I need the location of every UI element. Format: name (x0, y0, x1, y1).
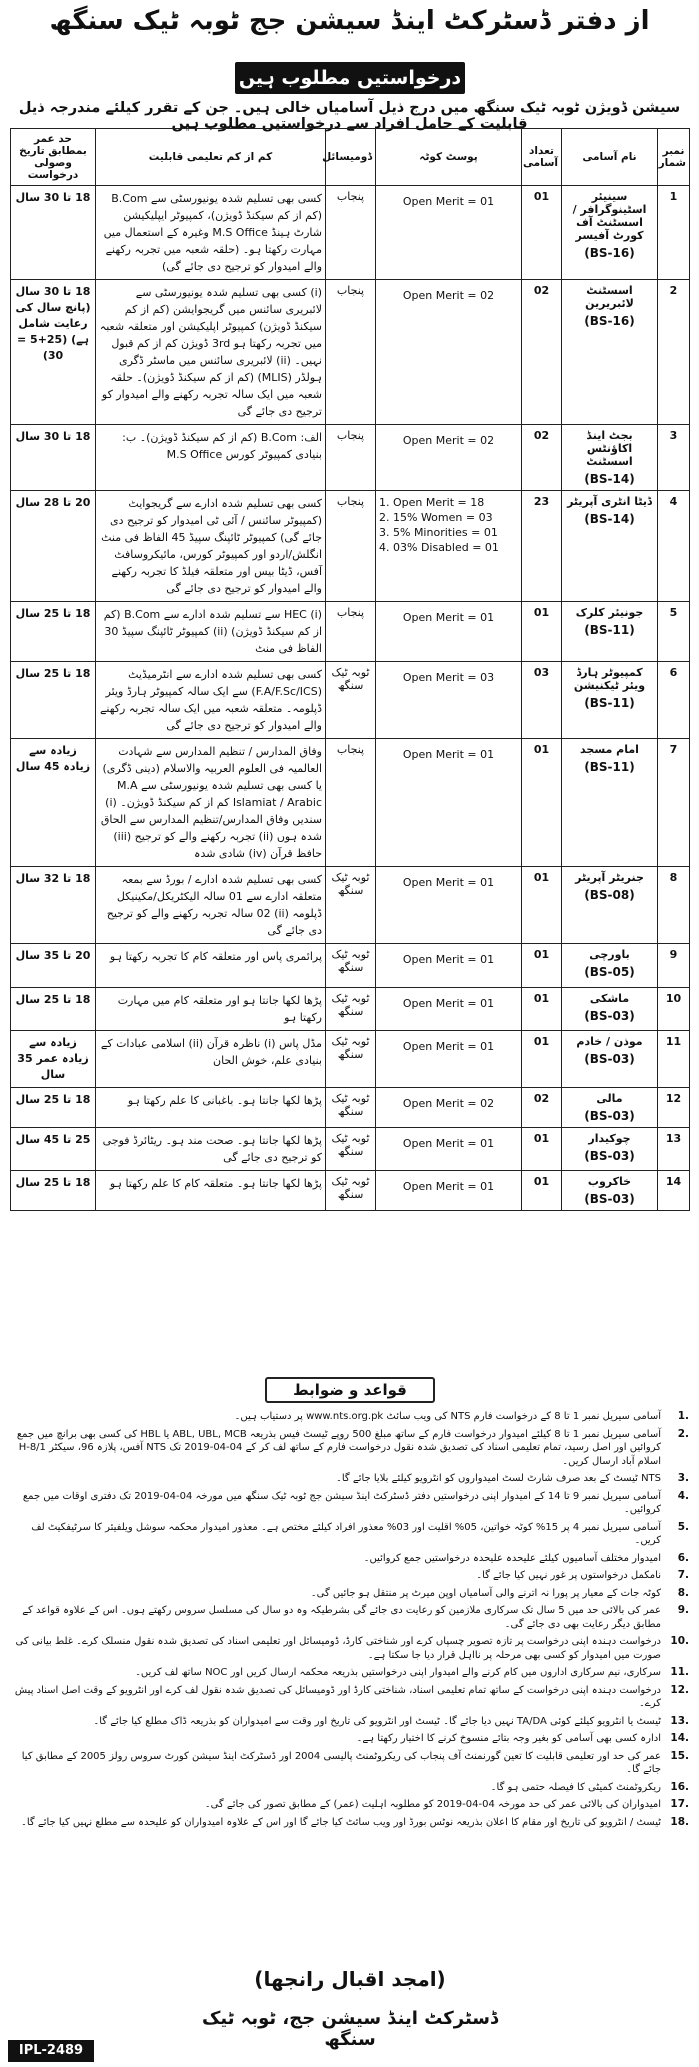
rule-text: NTS ٹیسٹ کے بعد صرف شارٹ لسٹ امیدواروں کو انٹرویو کیلئے بلایا جائے گا۔ (335, 1473, 661, 1484)
post-name: جونیئر کلرک (575, 606, 644, 619)
rule-item (10, 1604, 689, 1631)
row-age: 18 تا 25 سال (11, 1088, 96, 1128)
rule-text: درخواست دہندہ اپنی درخواست پر تازہ تصویر چسپاں کرے اور شناختی کارڈ، ڈومیسائل اور تعلیمی اسناد کی تصدیق شدہ نقول منسلک کرے۔ غلط بیانی کی صورت میں امیدوار کو کسی بھی مرحلہ پر نااہل قرار دیا جا سکتا ہے۔ (15, 1636, 661, 1661)
row-title (562, 739, 658, 867)
row-age: 18 تا 32 سال (11, 867, 96, 944)
post-scale: (BS-14) (584, 472, 635, 486)
row-quota (376, 944, 522, 988)
table-row (11, 1031, 690, 1088)
row-domicile: پنجاب (326, 186, 376, 280)
rule-item (10, 1552, 689, 1566)
rule-text: نامکمل درخواستوں پر غور نہیں کیا جائے گا۔ (476, 1570, 661, 1581)
row-title (562, 867, 658, 944)
rule-item (10, 1410, 689, 1424)
row-title (562, 280, 658, 425)
table-row (11, 186, 690, 280)
row-title (562, 186, 658, 280)
rule-text: آسامی سیریل نمبر 4 پر 15% کوٹہ خواتین، 05% اقلیت اور 03% معذور افراد کیلئے مختص ہے۔ معذور امیدوار محکمہ سوشل ویلفیئر کا سرٹیفکیٹ لف کریں۔ (31, 1521, 661, 1546)
quota-line: Open Merit = 01 (402, 195, 495, 208)
post-name: اسسٹنٹ لائبریرین (585, 284, 634, 310)
rule-item (10, 1816, 689, 1830)
row-age: زیادہ سے زیادہ عمر 35 سال (11, 1031, 96, 1088)
rule-number: 9. (677, 1604, 689, 1616)
quota-line: Open Merit = 01 (402, 748, 495, 761)
row-qty: 23 (522, 491, 562, 602)
row-quota (376, 186, 522, 280)
quota-line: 4. 03% Disabled = 01 (379, 541, 499, 554)
rule-item (10, 1635, 689, 1662)
quota-line: Open Merit = 01 (402, 1040, 495, 1053)
row-qty: 02 (522, 280, 562, 425)
rule-text: ٹیسٹ / انٹرویو کی تاریخ اور مقام کا اعلان بذریعہ نوٹس بورڈ اور ویب سائٹ کیا جائے گا اور اس کے علاوہ امیدواران کو علیحدہ سے مطلع نہیں کیا جائے گا۔ (20, 1816, 661, 1828)
table-row (11, 491, 690, 602)
row-sr: 12 (658, 1088, 690, 1128)
post-scale: (BS-14) (584, 512, 635, 526)
table-row (11, 739, 690, 867)
table-row (11, 867, 690, 944)
rule-text: ریکروٹمنٹ کمیٹی کا فیصلہ حتمی ہو گا۔ (490, 1781, 661, 1793)
quota-line: Open Merit = 01 (402, 997, 495, 1010)
vacancies-body (11, 186, 690, 1211)
table-row (11, 280, 690, 425)
row-domicile: پنجاب (326, 739, 376, 867)
rule-item (10, 1732, 689, 1746)
rule-text: ادارہ کسی بھی آسامی کو بغیر وجہ بتائے منسوخ کرنے کا اختیار رکھتا ہے۔ (356, 1733, 661, 1744)
row-age: 18 تا 30 سال (پانچ سال کی رعایت شامل ہے) (25+5 = 30) (11, 280, 96, 425)
rule-text: درخواست دہندہ اپنی درخواست کے ساتھ تمام تعلیمی اسناد، شناختی کارڈ اور ڈومیسائل کی تصدیق شدہ نقول لف کرے اور انٹرویو کے وقت اصل اسناد پیش کرے۔ (14, 1684, 661, 1709)
row-quota (376, 1171, 522, 1211)
quota-line: 2. 15% Women = 03 (379, 511, 493, 524)
post-name: چوکیدار (588, 1132, 631, 1145)
rule-text: امیدواران کی بالائی عمر کی حد مورخہ 04-04-2019 کو مطلوبہ اہلیت (عمر) کے مطابق تصور کی جائے گی۔ (204, 1799, 661, 1810)
table-row (11, 1088, 690, 1128)
rule-number: 18. (670, 1815, 689, 1828)
post-name: بجٹ اینڈ اکاؤنٹس اسسٹنٹ (586, 429, 633, 468)
rule-item (10, 1798, 689, 1812)
row-qualification: پرائمری پاس اور متعلقہ کام کا تجربہ رکھتا ہو (96, 944, 326, 988)
ipl-number: IPL-2489 (8, 2040, 94, 2062)
table-header-row (11, 129, 690, 186)
quota-line: Open Merit = 03 (402, 671, 495, 684)
row-qty: 01 (522, 1128, 562, 1171)
row-age: 18 تا 30 سال (11, 425, 96, 491)
row-domicile: ٹوبہ ٹیک سنگھ (326, 662, 376, 739)
quota-line: Open Merit = 01 (402, 1137, 495, 1150)
row-title (562, 944, 658, 988)
intro-text: سیشن ڈویژن ٹوبہ ٹیک سنگھ میں درج ذیل آسامیاں خالی ہیں۔ جن کے تقرر کیلئے مندرجہ ذیل قابلیت کے حامل افراد سے درخواستیں مطلوب ہیں (18, 100, 681, 132)
row-title (562, 1171, 658, 1211)
post-name: کمپیوٹر ہارڈ ویئر ٹیکنیشن (573, 666, 646, 692)
row-title (562, 1088, 658, 1128)
row-qualification: پڑھا لکھا جانتا ہو۔ صحت مند ہو۔ ریٹائرڈ فوجی کو ترجیح دی جائے گی (96, 1128, 326, 1171)
row-domicile: ٹوبہ ٹیک سنگھ (326, 867, 376, 944)
row-domicile: پنجاب (326, 602, 376, 662)
row-sr: 11 (658, 1031, 690, 1088)
rule-number: 16. (670, 1780, 689, 1793)
rules-heading: قواعد و ضوابط (265, 1377, 435, 1403)
row-domicile: ٹوبہ ٹیک سنگھ (326, 944, 376, 988)
row-qty: 01 (522, 944, 562, 988)
row-title (562, 425, 658, 491)
rule-item (10, 1781, 689, 1795)
row-domicile: پنجاب (326, 280, 376, 425)
row-qty: 03 (522, 662, 562, 739)
row-age: 25 تا 45 سال (11, 1128, 96, 1171)
rule-item (10, 1521, 689, 1548)
row-age: 18 تا 25 سال (11, 602, 96, 662)
row-sr: 10 (658, 988, 690, 1031)
rule-number: 7. (677, 1569, 689, 1581)
header-domicile: ڈومیسائل (326, 129, 376, 186)
row-sr: 13 (658, 1128, 690, 1171)
row-qualification: پڑھا لکھا جانتا ہو۔ باغبانی کا علم رکھتا ہو (96, 1088, 326, 1128)
row-quota (376, 867, 522, 944)
rule-text: آسامی سیریل نمبر 1 تا 8 کیلئے امیدوار درخواست فارم کے ساتھ مبلغ 500 روپے ٹیسٹ فیس بذریعہ ABL, UBL, MCB یا HBL کی کسی بھی برانچ میں جمع کروائیں اور اصل رسید، تمام تعلیمی اسناد کی تصدیق شدہ نقول درخواست فارم کے ساتھ لف کر کے 04-04-2019 تک NTS آفس، پلازہ 96، سیکٹر H-8/1 اسلام آباد ارسال کریں۔ (16, 1428, 661, 1467)
rule-number: 10. (670, 1635, 689, 1647)
rule-number: 17. (670, 1798, 689, 1810)
row-domicile: پنجاب (326, 425, 376, 491)
header-title: نام آسامی (562, 129, 658, 186)
quota-line: 1. Open Merit = 18 (379, 496, 485, 509)
row-quota (376, 602, 522, 662)
rule-item (10, 1666, 689, 1680)
row-sr: 9 (658, 944, 690, 988)
rule-item (10, 1472, 689, 1486)
row-sr: 6 (658, 662, 690, 739)
row-qty: 01 (522, 602, 562, 662)
rule-number: 5. (677, 1520, 689, 1533)
row-qualification: الف: B.Com (کم از کم سیکنڈ ڈویژن)۔ ب: بنیادی کمپیوٹر کورس M.S Office (96, 425, 326, 491)
quota-line: Open Merit = 02 (402, 1097, 495, 1110)
rule-number: 11. (670, 1666, 689, 1678)
row-qualification: پڑھا لکھا جانتا ہو۔ متعلقہ کام کا علم رکھتا ہو (96, 1171, 326, 1211)
row-qty: 01 (522, 1171, 562, 1211)
rule-item (10, 1428, 689, 1469)
row-age: 18 تا 25 سال (11, 1171, 96, 1211)
row-quota (376, 425, 522, 491)
row-qty: 01 (522, 739, 562, 867)
row-quota (376, 1031, 522, 1088)
row-sr: 8 (658, 867, 690, 944)
rule-text: سرکاری، نیم سرکاری اداروں میں کام کرنے والے امیدوار اپنی درخواستیں بذریعہ محکمہ ارسال کریں اور NOC ساتھ لف کریں۔ (135, 1667, 661, 1678)
rule-item (10, 1684, 689, 1711)
rule-text: آسامی سیریل نمبر 9 تا 14 کے امیدوار اپنی درخواستیں دفتر ڈسٹرکٹ اینڈ سیشن جج ٹوبہ ٹیک سنگھ میں مورخہ 04-04-2019 تک دفتری اوقات میں جمع کروائیں۔ (22, 1490, 661, 1515)
row-qualification: کسی بھی تسلیم شدہ یونیورسٹی سے B.Com (کم از کم سیکنڈ ڈویژن)، کمپیوٹر ایپلیکیشن شارٹ ہینڈ M.S Office وغیرہ کے استعمال میں مہارت رکھتا ہو۔ (حلقہ شعبہ میں تجربہ رکھنے والے امیدوار کو ترجیح دی جائے گی) (96, 186, 326, 280)
rule-number: 3. (677, 1472, 689, 1484)
rule-item (10, 1587, 689, 1601)
table-row (11, 944, 690, 988)
rule-number: 1. (677, 1410, 689, 1422)
row-qualification: کسی بھی تسلیم شدہ ادارے / بورڈ سے بمعہ متعلقہ ادارے سے 01 سالہ الیکٹریکل/مکینیکل ڈپلومہ (ii) 02 سالہ تجربہ رکھنے والے کو ترجیح دی جائے گی (96, 867, 326, 944)
row-title (562, 988, 658, 1031)
row-qty: 01 (522, 186, 562, 280)
header-quota: پوسٹ کوٹہ (376, 129, 522, 186)
row-qty: 01 (522, 1031, 562, 1088)
row-qualification: مڈل پاس (i) ناظرہ قرآن (ii) اسلامی عبادات کے بنیادی علم، خوش الحان (96, 1031, 326, 1088)
rule-text: امیدوار مختلف آسامیوں کیلئے علیحدہ علیحدہ درخواستیں جمع کروائیں۔ (363, 1552, 661, 1564)
rule-text: کوٹہ جات کے معیار پر پورا نہ اترنے والی آسامیاں اوپن میرٹ پر منتقل ہو جائیں گی۔ (310, 1587, 661, 1599)
quota-line: Open Merit = 01 (402, 876, 495, 889)
row-quota (376, 662, 522, 739)
rule-number: 14. (670, 1732, 689, 1744)
table-row (11, 1171, 690, 1211)
post-name: امام مسجد (580, 743, 639, 756)
signatory-name: (امجد اقبال رانجھا) (254, 1967, 446, 1991)
row-domicile: پنجاب (326, 491, 376, 602)
rule-text: آسامی سیریل نمبر 1 تا 8 کے درخواست فارم NTS کی ویب سائٹ www.nts.org.pk پر دستیاب ہیں۔ (234, 1411, 661, 1422)
post-name: مالی (596, 1092, 623, 1105)
rule-item (10, 1750, 689, 1777)
table-row (11, 1128, 690, 1171)
post-name: سینیئر اسٹینوگرافر / اسسٹنٹ آف کورٹ آفیسر (572, 190, 647, 242)
quota-line: Open Merit = 01 (402, 1180, 495, 1193)
rule-number: 4. (677, 1489, 689, 1502)
row-sr: 3 (658, 425, 690, 491)
row-domicile: ٹوبہ ٹیک سنگھ (326, 1031, 376, 1088)
row-sr: 2 (658, 280, 690, 425)
post-scale: (BS-03) (584, 1192, 635, 1206)
post-scale: (BS-16) (584, 246, 635, 260)
row-sr: 14 (658, 1171, 690, 1211)
row-title (562, 1031, 658, 1088)
post-scale: (BS-03) (584, 1149, 635, 1163)
post-scale: (BS-11) (584, 623, 635, 637)
row-age: 18 تا 25 سال (11, 988, 96, 1031)
row-domicile: ٹوبہ ٹیک سنگھ (326, 1128, 376, 1171)
row-title (562, 662, 658, 739)
rule-number: 13. (670, 1714, 689, 1727)
table-row (11, 988, 690, 1031)
rule-item (10, 1490, 689, 1517)
post-scale: (BS-03) (584, 1009, 635, 1023)
header-qty: تعداد آسامی (522, 129, 562, 186)
row-qty: 02 (522, 1088, 562, 1128)
post-name: موذن / خادم (576, 1035, 643, 1048)
header-age: حد عمر بمطابق تاریخ وصولی درخواست (11, 129, 96, 186)
quota-line: Open Merit = 01 (402, 611, 495, 624)
row-qualification: (i) HEC سے تسلیم شدہ ادارے سے B.Com (کم از کم سیکنڈ ڈویژن) (ii) کمپیوٹر ٹائپنگ سپیڈ 30 الفاظ فی منٹ (96, 602, 326, 662)
row-domicile: ٹوبہ ٹیک سنگھ (326, 988, 376, 1031)
table-row (11, 662, 690, 739)
row-sr: 1 (658, 186, 690, 280)
row-qualification: پڑھا لکھا جانتا ہو اور متعلقہ کام میں مہارت رکھتا ہو (96, 988, 326, 1031)
row-sr: 7 (658, 739, 690, 867)
post-name: جنریٹر آپریٹر (575, 871, 644, 884)
row-qualification: کسی بھی تسلیم شدہ ادارے سے انٹرمیڈیٹ (F.A/F.Sc/ICS) سے ایک سالہ کمپیوٹر ہارڈ ویئر ڈپلومہ۔ متعلقہ شعبہ میں ایک سالہ تجربہ رکھنے والے امیدوار کو ترجیح دی جائے گی (96, 662, 326, 739)
post-scale: (BS-03) (584, 1052, 635, 1066)
quota-line: 3. 5% Minorities = 01 (379, 526, 498, 539)
header-sr: نمبر شمار (658, 129, 690, 186)
post-scale: (BS-11) (584, 696, 635, 710)
signatory-designation: ڈسٹرکٹ اینڈ سیشن جج، ٹوبہ ٹیک سنگھ (201, 2008, 499, 2050)
row-title (562, 491, 658, 602)
row-age: 20 تا 35 سال (11, 944, 96, 988)
rule-number: 15. (670, 1749, 689, 1762)
row-title (562, 1128, 658, 1171)
row-age: 18 تا 30 سال (11, 186, 96, 280)
rule-number: 8. (677, 1586, 689, 1599)
post-scale: (BS-03) (584, 1109, 635, 1123)
applications-wanted-banner: درخواستیں مطلوب ہیں (235, 62, 465, 94)
row-qty: 01 (522, 867, 562, 944)
rule-number: 2. (677, 1427, 689, 1440)
rule-item (10, 1715, 689, 1729)
post-name: خاکروب (587, 1175, 632, 1188)
row-quota (376, 739, 522, 867)
quota-line: Open Merit = 02 (402, 434, 495, 447)
row-qty: 01 (522, 988, 562, 1031)
row-sr: 5 (658, 602, 690, 662)
row-domicile: ٹوبہ ٹیک سنگھ (326, 1171, 376, 1211)
row-quota (376, 1128, 522, 1171)
row-qty: 02 (522, 425, 562, 491)
rules-list (10, 1410, 689, 1833)
vacancies-table (10, 128, 690, 1211)
post-name: ڈیٹا انٹری آپریٹر (567, 495, 652, 508)
office-title: از دفتر ڈسٹرکٹ اینڈ سیشن جج ٹوبہ ٹیک سنگھ (49, 6, 650, 36)
quota-line: Open Merit = 02 (402, 289, 495, 302)
post-name: باورچی (589, 948, 630, 961)
row-age: 20 تا 28 سال (11, 491, 96, 602)
row-title (562, 602, 658, 662)
post-name: ماشکی (589, 992, 630, 1005)
row-quota (376, 988, 522, 1031)
rule-text: عمر کی بالائی حد میں 5 سال تک سرکاری ملازمین کو رعایت دی جائے گی بشرطیکہ وہ دو سال کی مسلسل سروس رکھتے ہوں۔ اس کے علاوہ قواعد کے مطابق دیگر رعایت بھی دی جائے گی۔ (22, 1605, 661, 1630)
post-scale: (BS-16) (584, 314, 635, 328)
post-scale: (BS-11) (584, 760, 635, 774)
post-scale: (BS-05) (584, 965, 635, 979)
row-quota (376, 1088, 522, 1128)
row-sr: 4 (658, 491, 690, 602)
row-qualification: کسی بھی تسلیم شدہ ادارے سے گریجوایٹ (کمپیوٹر سائنس / آئی ٹی امیدوار کو ترجیح دی جائے گی) کمپیوٹر ٹائپنگ سپیڈ 45 الفاظ فی منٹ انگلش/اردو اور کمپیوٹر کورس، مائیکروسافٹ آفس، ڈیٹا بیس اور متعلقہ فیلڈ کا تجربہ رکھنے والے امیدوار کو ترجیح دی جائے گی (96, 491, 326, 602)
rule-text: ٹیسٹ یا انٹرویو کیلئے کوئی TA/DA نہیں دیا جائے گا۔ ٹیسٹ اور انٹرویو کی تاریخ اور وقت سے امیدواران کو بذریعہ ڈاک مطلع کیا جائے گا۔ (93, 1715, 661, 1727)
row-age: زیادہ سے زیادہ 45 سال (11, 739, 96, 867)
post-scale: (BS-08) (584, 888, 635, 902)
row-domicile: ٹوبہ ٹیک سنگھ (326, 1088, 376, 1128)
rule-number: 12. (670, 1683, 689, 1696)
table-row (11, 425, 690, 491)
quota-line: Open Merit = 01 (402, 953, 495, 966)
row-qualification: (i) کسی بھی تسلیم شدہ یونیورسٹی سے لائبریری سائنس میں گریجوایشن (کم از کم سیکنڈ ڈویژن) کمپیوٹر اپلیکیشن اور متعلقہ شعبہ میں تجربہ رکھتا ہو 3rd ڈویژن کم از کم قبول نہیں۔ (ii) لائبریری سائنس میں ماسٹر ڈگری ہولڈر (MLIS) (کم از کم سیکنڈ ڈویژن)۔ حلقہ شعبہ میں ایک سالہ تجربہ رکھنے والے امیدوار کو ترجیح دی جائے گی (96, 280, 326, 425)
rule-item (10, 1569, 689, 1583)
row-age: 18 تا 25 سال (11, 662, 96, 739)
table-row (11, 602, 690, 662)
row-qualification: وفاق المدارس / تنظیم المدارس سے شہادت العالمیہ فی العلوم العربیہ والاسلام (دینی ڈگری) یا کسی بھی تسلیم شدہ یونیورسٹی سے M.A Islamiat / Arabic کم از کم سیکنڈ ڈویژن۔ (i) سندیں وفاق المدارس/تنظیم المدارس سے الحاق شدہ ہوں (ii) تجربہ رکھنے والے کو ترجیح (iii) حافظ قرآن (iv) شادی شدہ (96, 739, 326, 867)
row-quota (376, 280, 522, 425)
rule-number: 6. (677, 1551, 689, 1564)
rule-text: عمر کی حد اور تعلیمی قابلیت کا تعین گورنمنٹ آف پنجاب کی ریکروٹمنٹ پالیسی 2004 اور ڈسٹرکٹ اینڈ سیشن کورٹ سروس رولز 2005 کے مطابق کیا جائے گا۔ (21, 1750, 661, 1775)
header-qualification: کم از کم تعلیمی قابلیت (96, 129, 326, 186)
row-quota (376, 491, 522, 602)
